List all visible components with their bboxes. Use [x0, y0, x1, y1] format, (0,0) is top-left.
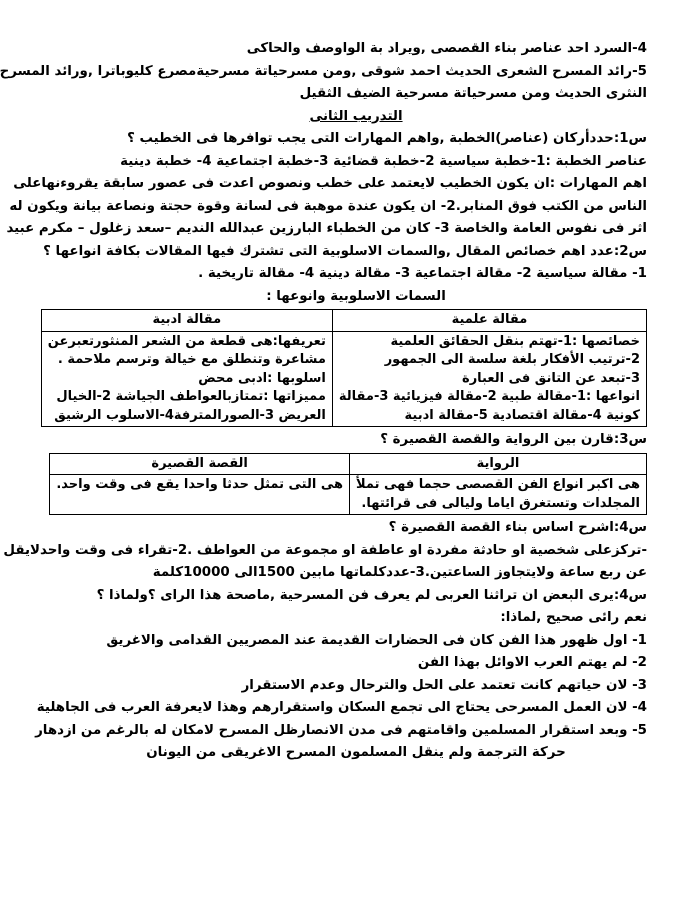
question-2: س2:عدد اهم خصائص المقال ,والسمات الاسلوبية التى تشترك فيها المقالات بكافة انواعها ؟ [43, 243, 647, 259]
question-3: س3:قارن بين الرواية والقصة القصيرة ؟ [380, 432, 647, 447]
table-header-row [41, 310, 646, 332]
answer-5-point-5-cont: حركة الترجمة ولم ينقل المسلمون المسرح الاغريقى من اليونان [146, 745, 566, 760]
cell-line: مميزاتها :تمتازبالعواطف الجياشة 2-الخيال [56, 389, 326, 404]
cell-line: هى التى تمثل حدثا واحدا يقع فى وقت واحد. [56, 477, 343, 492]
cell-line: مشاعرة وتنطلق مع خيالة وترسم ملاحمة . [57, 352, 326, 367]
table-header-novel: الرواية [350, 453, 647, 475]
question-5: س4:يرى البعض ان تراثنا العربى لم يعرف فن المسرحية ,ماصحة هذا الراى ؟ولماذا ؟ [96, 587, 647, 603]
question-4: س4:اشرح اساس بناء القصة القصيرة ؟ [388, 520, 647, 535]
cell-line: خصائصها :1-تهتم بنقل الحقائق العلمية [390, 333, 640, 349]
table-row [50, 475, 647, 515]
question-1: س1:حددأركان (عناصر)الخطبة ,واهم المهارات التى يجب توافرها فى الخطيب ؟ [127, 131, 647, 146]
novel-cell [350, 475, 647, 515]
text-line-1: 4-السرد احد عناصر بناء القصصى ,ويراد بة الواوصف والحاكى [246, 41, 647, 56]
table-row [41, 331, 646, 427]
table-header-row [50, 453, 647, 475]
cell-line: اسلوبها :ادبى محض [198, 370, 326, 386]
table-header-short-story: القصة القصيرة [50, 453, 350, 475]
answer-4-line-1: -تركزعلى شخصية او حادثة مفردة او عاطفة او مجموعة من العواطف .2-تقراء فى وقت واحدلايقل [3, 542, 647, 558]
answer-2-traits-heading: السمات الاسلوبية وانوعها : [266, 288, 446, 304]
table-header-scientific: مقالة علمية [332, 310, 646, 332]
cell-line: المجلدات وتستغرق اياما وليالى فى قرائتها. [361, 495, 640, 511]
cell-line: تعريفها:هى قطعة من الشعر المنثورتعبرعن [47, 333, 326, 349]
answer-1-skills-line-2: الناس من الكتب فوق المنابر.2- ان يكون عندة موهبة فى لسانة وقوة حجتة ونصاعة بيانة ويكون له [9, 198, 647, 214]
answer-5-point-2: 2- لم يهتم العرب الاوائل بهذا الفن [417, 655, 647, 670]
text-line-2: 5-رائد المسرح الشعرى الحديث احمد شوقى ,ومن مسرحياتة مسرحيةمصرع كليوباترا ,ورائد المسرح [0, 63, 647, 79]
article-comparison-table [41, 309, 647, 427]
cell-line: 2-ترتيب الأفكار بلغة سلسة الى الجمهور [384, 352, 640, 367]
short-story-cell [50, 475, 350, 515]
cell-line: كونية 4-مقالة اقتصادية 5-مقالة ادبية [404, 407, 640, 423]
answer-5-point-5: 5- وبعد استقرار المسلمين واقامتهم فى مدن الانصارظل المسرح لامكان له بالرغم من ازدهار [35, 722, 647, 738]
answer-5-heading: نعم رائى صحيح ,لماذا: [500, 610, 647, 625]
cell-line: العريض 3-الصورالمترفة4-الاسلوب الرشيق [54, 407, 326, 423]
text-line-3: النثرى الحديث ومن مسرحياتة مسرحية الضيف الثقيل [299, 86, 647, 101]
answer-4-line-2: عن ربع ساعة ولايتجاوز الساعتين.3-عددكلماتها مابين 1500الى 10000كلمة [152, 565, 647, 580]
table-header-literary: مقالة ادبية [41, 310, 332, 332]
answer-5-point-4: 4- لان العمل المسرحى يحتاج الى تجمع السكان واستقرارهم وهذا لايعرفة العرب فى الجاهلية [36, 700, 647, 715]
answer-5-point-3: 3- لان حياتهم كانت تعتمد على الحل والترحال وعدم الاستقرار [241, 677, 647, 693]
cell-line: 3-تبعد عن التانق فى العبارة [462, 370, 640, 386]
answer-1-skills-line-1: اهم المهارات :ان يكون الخطيب لايعتمد على خطب ونصوص اعدت فى عصور سابقة يقروءنهاعلى [13, 176, 647, 191]
literary-article-cell [41, 331, 332, 427]
cell-line: انواعها :1-مقالة طبية 2-مقالة فيزيائية 3-مقالة [338, 389, 640, 404]
scientific-article-cell [332, 331, 646, 427]
novel-story-comparison-table [49, 453, 647, 516]
cell-line: هى اكبر انواع الفن القصصى حجما فهى تملأ [356, 477, 640, 492]
answer-1-elements: عناصر الخطبة :1-خطبة سياسية 2-خطبة قضائية 3-خطبة اجتماعية 4- خطبة دينية [120, 153, 647, 169]
answer-5-point-1: 1- اول ظهور هذا الفن كان فى الحضارات القديمة عند المصريين القدامى والاغريق [106, 632, 647, 648]
answer-2-types: 1- مقالة سياسية 2- مقالة اجتماعية 3- مقالة دينية 4- مقالة تاريخية . [198, 266, 647, 281]
section-heading: التدريب الثانى [309, 108, 403, 124]
answer-1-skills-line-3: اثر فى نفوس العامة والخاصة 3- كان من الخطباء البارزين عبدالله النديم –سعد زغلول – مكرم عبيد [6, 221, 647, 236]
